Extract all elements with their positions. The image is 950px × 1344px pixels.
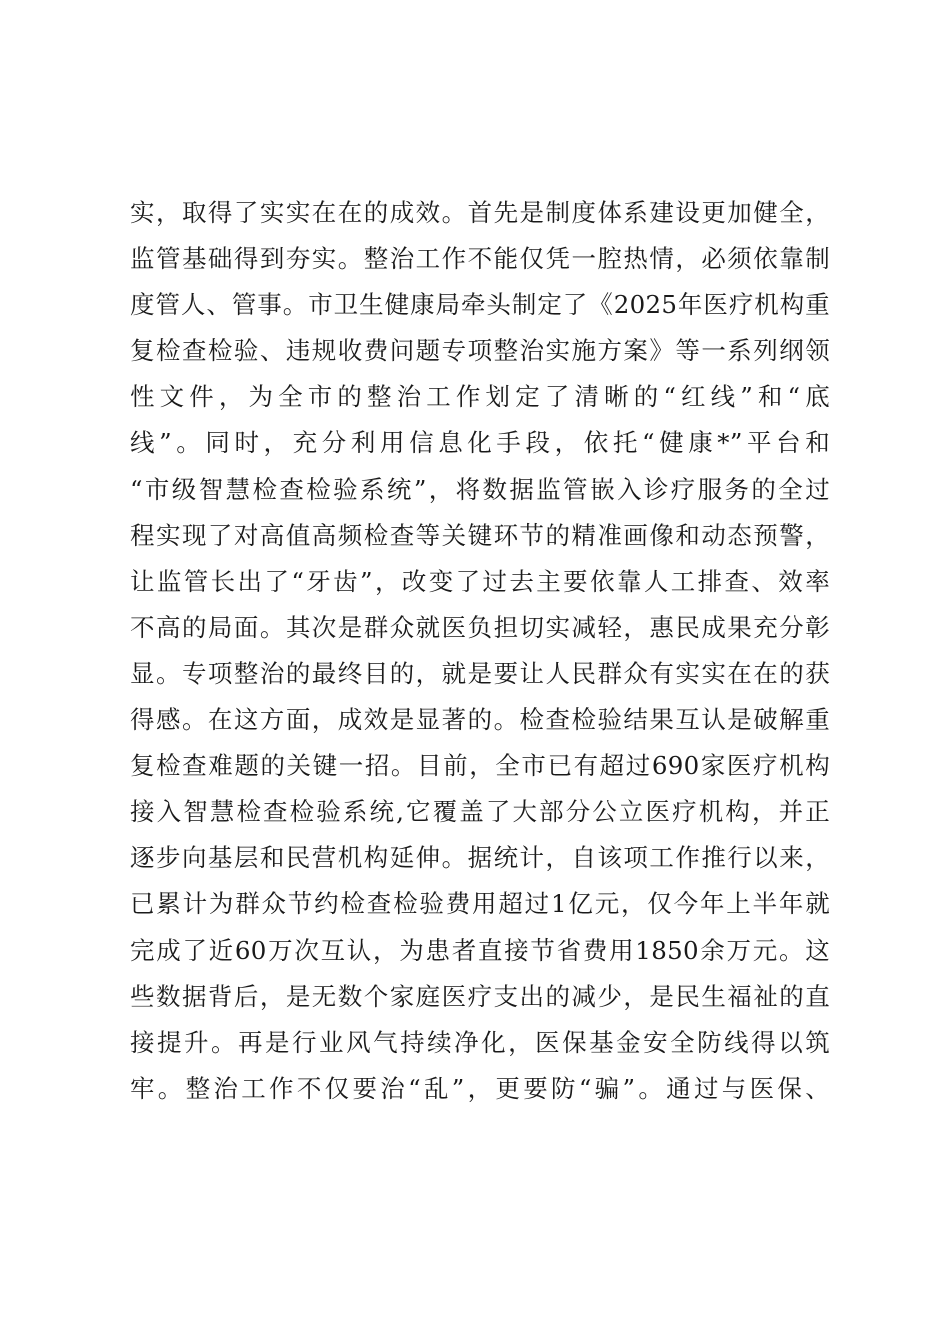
text-line: 接入智慧检查检验系统,它覆盖了大部分公立医疗机构，并正 (130, 797, 830, 827)
text-line: 让监管长出了“牙齿”，改变了过去主要依靠人工排查、效率 (130, 566, 830, 596)
body-paragraph (130, 190, 830, 1112)
text-line: 程实现了对高值高频检查等关键环节的精准画像和动态预警， (130, 520, 830, 550)
text-line: 完成了近60万次互认，为患者直接节省费用1850余万元。这 (130, 935, 830, 965)
text-line: 得感。在这方面，成效是显著的。检查检验结果互认是破解重 (130, 705, 830, 735)
text-line: 线”。同时，充分利用信息化手段，依托“健康*”平台和 (130, 428, 830, 458)
text-line: 度管人、管事。市卫生健康局牵头制定了《2025年医疗机构重 (130, 290, 830, 320)
text-line: 些数据背后，是无数个家庭医疗支出的减少，是民生福祉的直 (130, 981, 830, 1011)
text-line: 不高的局面。其次是群众就医负担切实减轻，惠民成果充分彰 (130, 612, 830, 642)
text-line: 显。专项整治的最终目的，就是要让人民群众有实实在在的获 (130, 658, 830, 688)
text-line: 复检查检验、违规收费问题专项整治实施方案》等一系列纲领 (130, 336, 830, 366)
text-line: 监管基础得到夯实。整治工作不能仅凭一腔热情，必须依靠制 (130, 244, 830, 274)
text-line: 复检查难题的关键一招。目前，全市已有超过690家医疗机构 (130, 751, 830, 781)
text-line: “市级智慧检查检验系统”，将数据监管嵌入诊疗服务的全过 (130, 474, 830, 504)
text-line: 性文件，为全市的整治工作划定了清晰的“红线”和“底 (130, 382, 830, 412)
text-line: 逐步向基层和民营机构延伸。据统计，自该项工作推行以来， (130, 843, 830, 873)
text-line: 实，取得了实实在在的成效。首先是制度体系建设更加健全， (130, 198, 830, 227)
text-line: 已累计为群众节约检查检验费用超过1亿元，仅今年上半年就 (130, 889, 830, 919)
text-line: 牢。整治工作不仅要治“乱”，更要防“骗”。通过与医保、 (130, 1073, 830, 1103)
text-line: 接提升。再是行业风气持续净化，医保基金安全防线得以筑 (130, 1027, 830, 1057)
